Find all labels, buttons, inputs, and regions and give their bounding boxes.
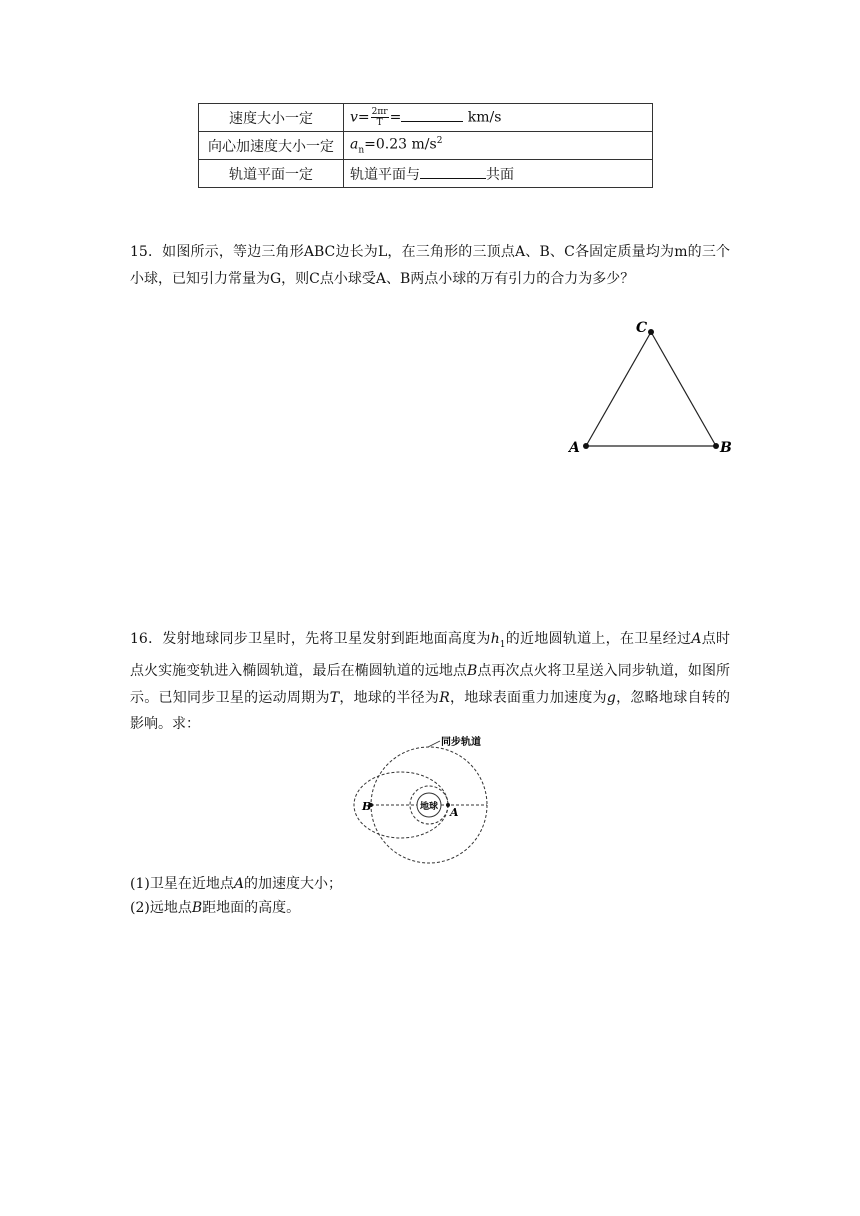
sub2-text-post: 距地面的高度。 <box>202 900 301 916</box>
equals-sign: = <box>389 109 402 126</box>
sub2-var: B <box>191 900 203 916</box>
q16-text-5: ，地球的半径为 <box>339 689 440 706</box>
sync-orbit-label: 同步轨道 <box>441 737 481 748</box>
q16-text-6: ，地球表面重力加速度为 <box>449 689 607 706</box>
q16-var-r: R <box>439 689 450 706</box>
sub1-text-pre: (1)卫星在近地点 <box>130 876 234 892</box>
table-cell-value <box>344 160 653 188</box>
q16-var-h-subscript: 1 <box>499 639 506 650</box>
q16-text-3: 点时点火实施变轨进入椭圆轨道，最后在椭圆轨道的远地点 <box>130 631 731 680</box>
fraction-denominator: T <box>376 118 383 128</box>
q16-var-h: h <box>490 631 500 647</box>
sub-question-1 <box>130 873 342 895</box>
q16-text-7: ，忽略地球自转的影响。求： <box>130 689 731 733</box>
table-cell-value <box>344 132 653 160</box>
vertex-a-dot <box>583 443 589 449</box>
accel-var: a <box>350 136 359 153</box>
q16-text-1: 16．发射地球同步卫星时，先将卫星发射到距地面高度为 <box>130 631 491 647</box>
point-a-label: A <box>450 806 459 819</box>
answer-blank <box>401 109 463 122</box>
q16-var-g: g <box>606 689 616 706</box>
earth-label: 地球 <box>419 802 439 812</box>
table-row <box>199 104 653 132</box>
q16-var-b: B <box>466 663 478 680</box>
plane-prefix: 轨道平面与 <box>350 166 420 183</box>
answer-blank <box>420 166 486 179</box>
table-cell-label: 向心加速度大小一定 <box>199 132 344 160</box>
side-bc <box>651 332 716 446</box>
q16-text-2: 的近地圆轨道上，在卫星经过 <box>505 631 692 647</box>
vertex-c-dot <box>648 329 654 335</box>
q16-var-t: T <box>329 689 340 706</box>
velocity-unit: km/s <box>463 109 502 126</box>
sub2-text-pre: (2)远地点 <box>130 900 192 916</box>
plane-suffix: 共面 <box>486 166 514 183</box>
question-16-text <box>130 626 730 738</box>
vertex-c-label: C <box>636 320 648 336</box>
vertex-b-label: B <box>720 440 732 456</box>
accel-subscript: n <box>358 145 365 156</box>
orbit-figure <box>362 734 522 866</box>
q16-var-a: A <box>691 631 702 647</box>
velocity-fraction <box>371 107 389 128</box>
accel-value: =0.23 m/s <box>364 136 437 153</box>
sub-question-2 <box>130 897 300 919</box>
sub1-text-post: 的加速度大小； <box>243 876 342 892</box>
fraction-numerator: 2πr <box>371 107 388 117</box>
orbit-label-leader <box>428 741 440 747</box>
orbit-properties-table <box>198 103 653 188</box>
q16-text-4: 点再次点火将卫星送入同步轨道，如图所示。已知同步卫星的运动周期为 <box>130 663 731 706</box>
velocity-prefix: v= <box>350 109 370 126</box>
table-cell-label: 速度大小一定 <box>199 104 344 132</box>
table-cell-label: 轨道平面一定 <box>199 160 344 188</box>
sub1-var: A <box>233 876 244 892</box>
question-15-text: 15．如图所示，等边三角形ABC边长为L，在三角形的三顶点A、B、C各固定质量均为m的三个小球，已知引力常量为G，则C点小球受A、B两点小球的万有引力的合力为多少？ <box>130 244 730 287</box>
table-row <box>199 132 653 160</box>
vertex-b-dot <box>713 443 719 449</box>
vertex-a-label: A <box>569 440 580 456</box>
point-b-label: B <box>362 800 372 813</box>
table-cell-value <box>344 104 653 132</box>
triangle-figure <box>565 318 735 458</box>
table-row <box>199 160 653 188</box>
side-ac <box>586 332 651 446</box>
accel-unit-exponent: 2 <box>436 135 443 146</box>
